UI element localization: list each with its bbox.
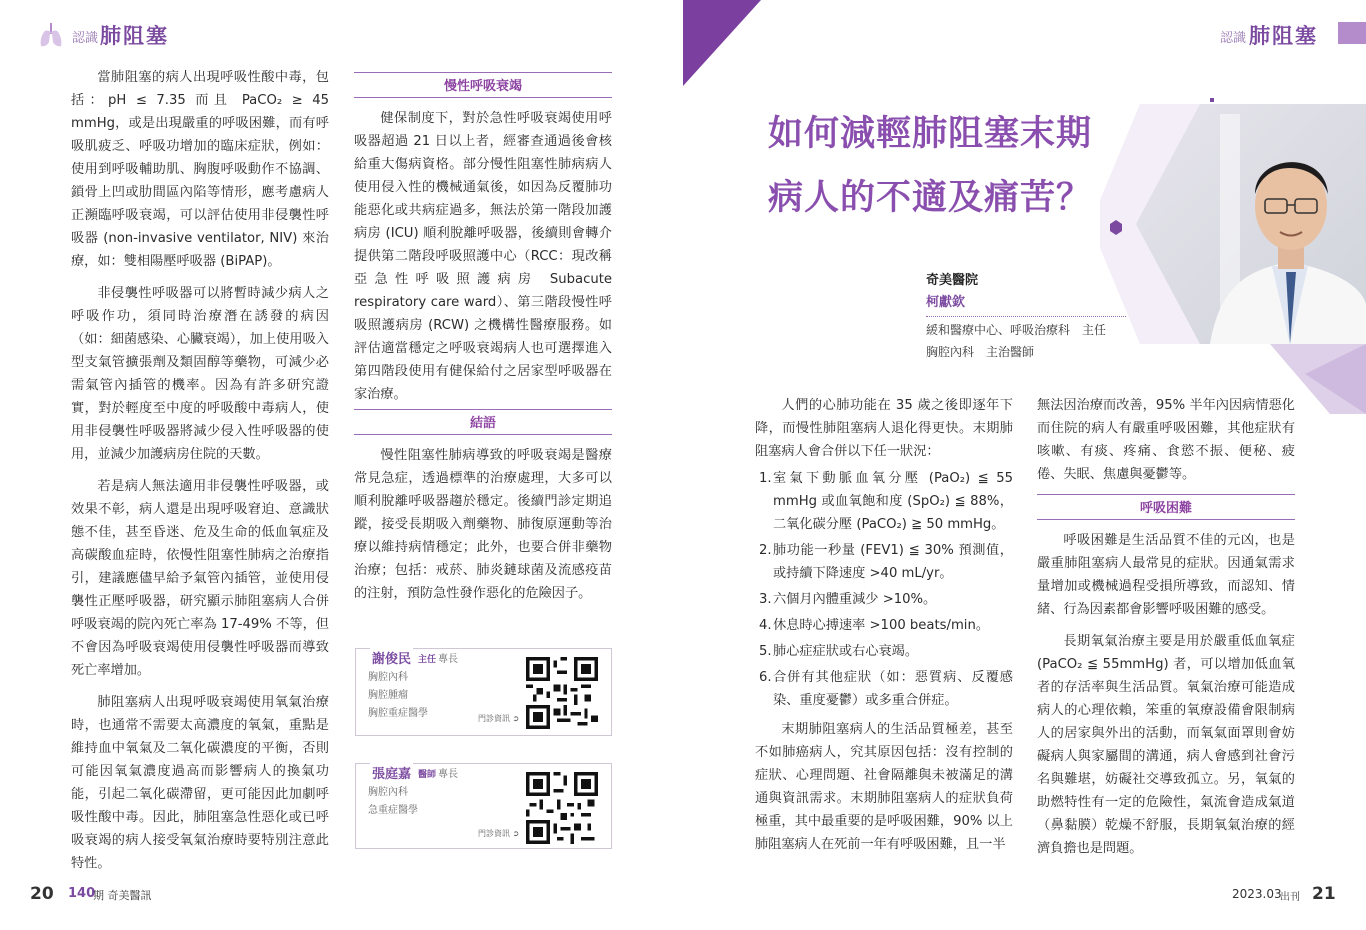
doctor-card xyxy=(355,648,612,736)
specialty-item: 胸腔重症醫學 xyxy=(368,708,428,719)
list-number: 6. xyxy=(759,670,772,685)
right-footer xyxy=(1200,884,1340,904)
right-header xyxy=(1218,18,1366,52)
paragraph: 呼吸困難是生活品質不佳的元凶，也是嚴重肺阻塞病人最常見的症狀。因通氣需求量增加或機械過程受損所導致，而認知、情緒、行為因素都會影響呼吸困難的感受。 xyxy=(1037,533,1295,617)
specialty-list xyxy=(368,669,428,723)
doctor-name: 謝俊民 xyxy=(370,648,413,667)
section-heading: 結語 xyxy=(354,409,612,435)
right-header-kicker: 認識 xyxy=(1220,31,1247,46)
condition-list xyxy=(755,467,1013,712)
section-heading: 呼吸困難 xyxy=(1037,494,1295,520)
list-item xyxy=(755,588,1013,611)
specialty-list xyxy=(368,784,418,820)
specialty-item: 急重症醫學 xyxy=(368,805,418,816)
lungs-icon xyxy=(36,20,66,50)
issue-date-label: 出刊 xyxy=(1280,892,1300,903)
list-number: 2. xyxy=(759,543,772,558)
paragraph: 長期氧氣治療主要是用於嚴重低血氧症 (PaCO₂ ≦ 55mmHg) 者，可以增加低血氧者的存活率與生活品質。氧氣治療可能造成病人的心理依賴，笨重的氧療設備會限制病人的居家與外出的活動，而氧氣面罩則會妨礙病人與家屬間的溝通，病人會感到社會污名與難堪，妨礙社交導致孤立。另，氧氣的助燃特性有一定的危險性，氣流會造成氣道（鼻黏膜）乾燥不舒服，長期氧氣治療的經濟負擔也是問題。 xyxy=(1037,634,1295,856)
clinic-info-link[interactable]: 門診資訊 ➲ xyxy=(478,714,520,723)
specialty-item: 胸腔內科 xyxy=(368,787,408,798)
left-header-title: 肺阻塞 xyxy=(100,23,169,48)
list-item xyxy=(755,467,1013,536)
author-name: 柯獻欽 xyxy=(926,292,1126,317)
left-column-2 xyxy=(354,72,612,406)
hospital-name: 奇美醫院 xyxy=(926,273,979,288)
specialty-item: 胸腔腫瘤 xyxy=(368,690,408,701)
left-header-kicker: 認識 xyxy=(72,31,99,46)
byline xyxy=(926,270,1126,363)
list-text: 六個月內體重減少 >10%。 xyxy=(773,592,937,607)
list-text: 肺功能一秒量 (FEV1) ≦ 30% 預測值，或持續下降速度 >40 mL/yr。 xyxy=(773,543,1013,581)
paragraph: 非侵襲性呼吸器可以將暫時減少病人之呼吸作功，須同時治療潛在誘發的病因（如：細菌感染、心臟衰竭），加上使用吸入型支氣管擴張劑及類固醇等藥物，可減少必需氣管內插管的機率。因為有許多研究證實，對於輕度至中度的呼吸酸中毒病人，使用非侵襲性呼吸器將減少侵入性呼吸器的使用，並減少加護病房住院的天數。 xyxy=(71,286,329,462)
left-column-1 xyxy=(71,66,329,875)
list-item xyxy=(755,640,1013,663)
corner-triangle-decoration xyxy=(683,0,763,88)
right-column-2 xyxy=(1037,394,1295,860)
paragraph: 健保制度下，對於急性呼吸衰竭使用呼吸器超過 21 日以上者，經審查通過後會核給重大傷病資格。部分慢性阻塞性肺病病人使用侵入性的機械通氣後，如因為反覆肺功能惡化或共病症過多，無法於第一階段加護病房 (ICU) 順利脫離呼吸器，後續則會轉介提供第二階段呼吸照護中心（RCC：現改稱亞急性呼吸照護病房 Subacute respiratory care ward）、第三階段慢性呼吸照護病房 (RCW) 之機構性醫療服務。如評估適當穩定之呼吸衰竭病人也可選擇進入第四階段使用有健保給付之居家型呼吸器在家治療。 xyxy=(354,111,612,402)
qr-code[interactable] xyxy=(526,772,598,844)
list-item xyxy=(755,539,1013,585)
paragraph: 慢性阻塞性肺病導致的呼吸衰竭是醫療常見急症，透過標準的治療處理，大多可以順利脫離呼吸器趨於穩定。後續門診定期追蹤，接受長期吸入劑藥物、肺復原運動等治療以維持病情穩定；此外，也要合併非藥物治療；包括：戒菸、肺炎鏈球菌及流感疫苗的注射，預防急性發作惡化的危險因子。 xyxy=(354,448,612,601)
list-number: 5. xyxy=(759,644,772,659)
section-heading: 慢性呼吸衰竭 xyxy=(354,72,612,98)
list-text: 室氣下動脈血氧分壓 (PaO₂) ≦ 55 mmHg 或血氧飽和度 (SpO₂) ≦ 88%，二氧化碳分壓 (PaCO₂) ≧ 50 mmHg。 xyxy=(773,471,1013,532)
issue-number: 140 xyxy=(68,886,96,901)
list-number: 4. xyxy=(759,618,772,633)
paragraph: 人們的心肺功能在 35 歲之後即逐年下降，而慢性肺阻塞病人退化得更快。末期肺阻塞病人會合併以下任一狀況： xyxy=(755,398,1013,459)
left-column-2-conclusion xyxy=(354,409,612,605)
doctor-name: 張庭嘉 xyxy=(370,763,413,782)
list-number: 1. xyxy=(759,471,772,486)
author-position: 胸腔內科 主治醫師 xyxy=(926,345,1035,359)
paragraph: 無法因治療而改善，95% 半年內因病情惡化而住院的病人有嚴重呼吸困難，其他症狀有咳嗽、有痰、疼痛、食慾不振、便秘、疲倦、失眠、焦慮與憂鬱等。 xyxy=(1037,398,1295,482)
article-title xyxy=(768,108,1148,224)
page-number: 21 xyxy=(1312,884,1336,904)
qr-code[interactable] xyxy=(526,657,598,729)
paragraph: 肺阻塞病人出現呼吸衰竭使用氧氣治療時，也通常不需要太高濃度的氧氣，重點是維持血中氧氣及二氧化碳濃度的平衡，否則可能因氧氣濃度過高而影響病人的換氣功能，引起二氧化碳滯留，更可能因此加劇呼吸性酸中毒。因此，肺阻塞急性惡化或已呼吸衰竭的病人接受氧氣治療時要特別注意此特性。 xyxy=(71,695,329,871)
right-column-1 xyxy=(755,394,1013,856)
list-text: 合併有其他症狀（如：惡質病、反覆感染、重度憂鬱）或多重合併症。 xyxy=(773,670,1013,708)
doctor-role: 醫師 xyxy=(418,770,437,780)
paragraph: 末期肺阻塞病人的生活品質極差，甚至不如肺癌病人，究其原因包括：沒有控制的症狀、心理問題、社會隔離與未被滿足的溝通與資訊需求。末期肺阻塞病人的症狀負荷極重，其中最重要的是呼吸困難，90% 以上肺阻塞病人在死前一年有呼吸困難，且一半 xyxy=(755,722,1013,852)
specialty-label: 專長 xyxy=(438,769,458,780)
paragraph: 當肺阻塞的病人出現呼吸性酸中毒，包括：pH ≤ 7.35 而且 PaCO₂ ≥ 45 mmHg，或是出現嚴重的呼吸困難，而有呼吸肌疲乏、呼吸功增加的臨床症狀，例如：使用到呼吸輔助肌、胸腹呼吸動作不協調、鎖骨上凹或肋間區內陷等情形，應考慮病人正瀕臨呼吸衰竭，可以評估使用非侵襲性呼吸器 (non-invasive ventilator, NIV) 來治療，如：雙相陽壓呼吸器 (BiPAP)。 xyxy=(71,70,329,269)
left-footer xyxy=(30,884,290,904)
right-header-title: 肺阻塞 xyxy=(1249,23,1318,48)
clinic-info-link[interactable]: 門診資訊 ➲ xyxy=(478,829,520,838)
list-text: 休息時心搏速率 >100 beats/min。 xyxy=(773,618,990,633)
issue-label: 期 奇美醫訊 xyxy=(93,889,152,902)
specialty-label: 專長 xyxy=(438,654,458,665)
page-number: 20 xyxy=(30,884,54,904)
paragraph: 若是病人無法適用非侵襲性呼吸器，或效果不彰，病人還是出現呼吸窘迫、意識狀態不佳，甚至昏迷、危及生命的低血氧症及高碳酸血症時，依慢性阻塞性肺病之治療指引，建議應儘早給予氣管內插管，並使用侵襲性正壓呼吸器，研究顯示肺阻塞病人合併呼吸衰竭的院內死亡率為 17-49% 不等，但不會因為呼吸衰竭使用侵襲性呼吸器而導致死亡率增加。 xyxy=(71,479,329,678)
title-line-2: 病人的不適及痛苦？ xyxy=(768,178,1093,218)
doctor-role: 主任 xyxy=(418,655,437,665)
list-number: 3. xyxy=(759,592,772,607)
author-position: 緩和醫療中心、呼吸治療科 主任 xyxy=(926,323,1107,337)
issue-date: 2023.03 xyxy=(1232,887,1282,901)
doctor-card xyxy=(355,763,612,849)
list-item xyxy=(755,666,1013,712)
title-line-1: 如何減輕肺阻塞末期 xyxy=(768,114,1093,154)
specialty-item: 胸腔內科 xyxy=(368,672,408,683)
list-text: 肺心症症狀或右心衰竭。 xyxy=(773,644,919,659)
header-color-block xyxy=(1338,22,1366,44)
list-item xyxy=(755,614,1013,637)
left-header xyxy=(36,18,236,52)
